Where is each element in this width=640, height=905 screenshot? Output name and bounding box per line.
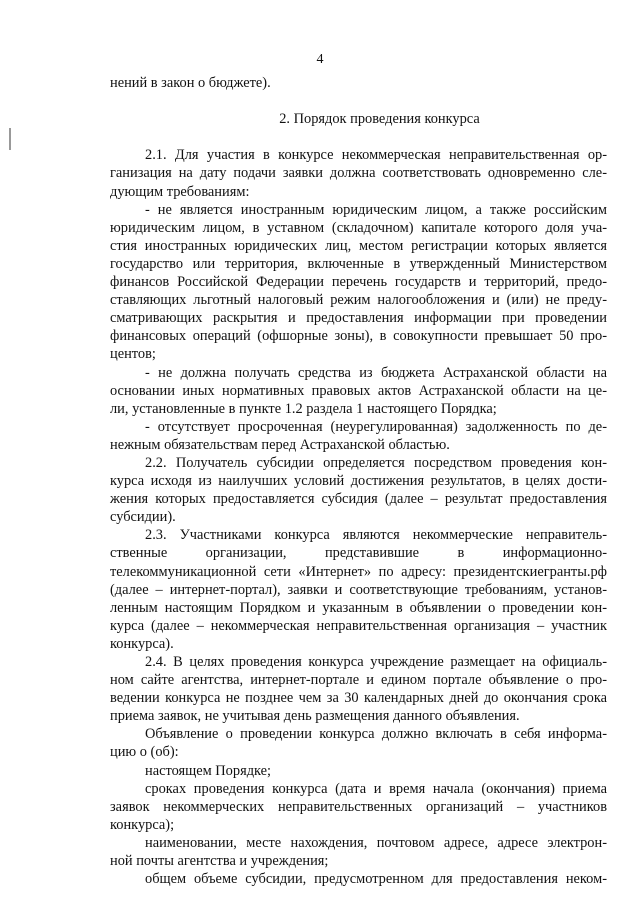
- text-line: нежным обязательствам перед Астраханской областью.: [110, 436, 450, 453]
- text-line: - не является иностранным юридическим лицом, а также российским: [145, 201, 607, 218]
- text-line: ставляющих льготный налоговый режим налогообложения и (или) не преду-: [110, 292, 607, 309]
- text-line: ленным настоящим Порядком и указанным в объявлении о проведении кон-: [110, 599, 607, 616]
- text-line: (далее – интернет-портал), заявки и соответствующие требованиям, установ-: [110, 581, 607, 598]
- text-line: курса исходя из наилучших условий достижения результатов, в целях дости-: [110, 473, 607, 490]
- blank-line: [110, 128, 607, 146]
- text-line: сроках проведения конкурса (дата и время начала (окончания) приема: [145, 780, 607, 797]
- text-line: телекоммуникационной сети «Интернет» по адресу: президентскиегранты.рф: [110, 563, 607, 580]
- section-heading: 2. Порядок проведения конкурса: [279, 111, 480, 128]
- text-line: наименовании, месте нахождения, почтовом адресе, адресе электрон-: [145, 834, 607, 851]
- text-line: общем объеме субсидии, предусмотренном для предоставления неком-: [145, 871, 607, 888]
- text-line: субсидии).: [110, 509, 176, 526]
- text-line: нений в закон о бюджете).: [110, 75, 271, 91]
- text-line: жения которых предоставляется субсидия (далее – результат предоставления: [110, 491, 607, 508]
- text-line: основании иных нормативных правовых актов Астраханской области на це-: [110, 382, 607, 399]
- text-line: юридическим лицом, в уставном (складочном) капитале которого доля уча-: [110, 219, 607, 236]
- text-line: 2.1. Для участия в конкурсе некоммерческая неправительственная ор-: [145, 147, 607, 164]
- text-line: стия иностранных юридических лиц, местом регистрации которых является: [110, 237, 607, 254]
- text-line: дующим требованиям:: [110, 183, 250, 200]
- text-line: ном сайте агентства, интернет-портале и едином портале объявление о про-: [110, 672, 607, 689]
- text-line: конкурса).: [110, 635, 174, 652]
- page-number: 4: [316, 52, 324, 67]
- text-line: - не должна получать средства из бюджета Астраханской области на: [145, 364, 607, 381]
- scan-margin-mark: [9, 128, 11, 150]
- text-line: - отсутствует просроченная (неурегулированная) задолженность по де-: [145, 418, 607, 435]
- text-line: ганизация на дату подачи заявки должна соответствовать одновременно сле-: [110, 165, 607, 182]
- text-line: цию о (об):: [110, 744, 179, 761]
- text-line: 2.3. Участниками конкурса являются некоммерческие неправитель-: [145, 527, 607, 544]
- text-line: курса (далее – некоммерческая неправительственная организация – участник: [110, 617, 607, 634]
- text-line: настоящем Порядке;: [145, 762, 272, 779]
- text-line: ственные организации, представившие в информационно-: [110, 545, 607, 562]
- text-line: конкурса);: [110, 816, 175, 833]
- text-line: центов;: [110, 346, 156, 363]
- text-line: финансов Российской Федерации перечень государств и территорий, предо-: [110, 274, 607, 291]
- text-line: приема заявок, не учитывая день размещения данного объявления.: [110, 708, 520, 725]
- text-line: заявок некоммерческих неправительственных организаций – участников: [110, 798, 607, 815]
- text-line: финансовых операций (офшорные зоны), в совокупности превышает 50 про-: [110, 328, 607, 345]
- blank-line: [110, 92, 607, 110]
- text-line: сматривающих раскрытия и предоставления информации при проведении: [110, 310, 607, 327]
- text-line: ведении конкурса не позднее чем за 30 календарных дней до окончания срока: [110, 690, 607, 707]
- text-line: ной почты агентства и учреждения;: [110, 853, 329, 870]
- text-line: 2.2. Получатель субсидии определяется посредством проведения кон-: [145, 454, 607, 471]
- text-line: Объявление о проведении конкурса должно включать в себя информа-: [145, 726, 607, 743]
- body-text: [110, 74, 607, 888]
- text-line: ли, установленные в пункте 1.2 раздела 1 настоящего Порядка;: [110, 400, 497, 417]
- text-line: 2.4. В целях проведения конкурса учреждение размещает на официаль-: [145, 654, 607, 670]
- text-line: государство или территория, включенные в утвержденный Министерством: [110, 255, 607, 272]
